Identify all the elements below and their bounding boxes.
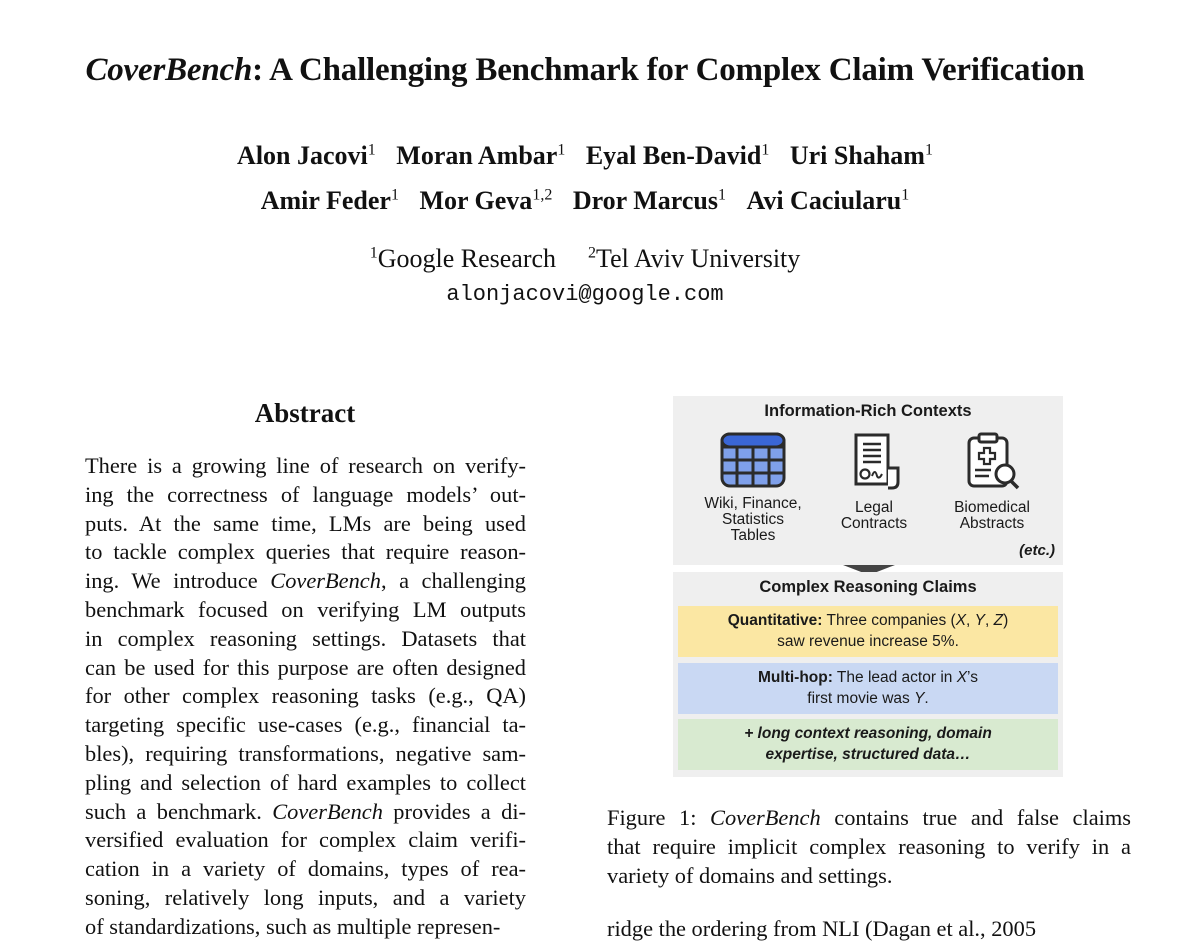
author: Uri Shaham$^1$ xyxy=(789,141,933,170)
author: Amir Feder$^1$ xyxy=(260,186,399,215)
text-line: can be used for this purpose are often designed xyxy=(85,654,526,680)
context-tables xyxy=(688,432,818,544)
text-line: of standardizations, such as multiple represen- xyxy=(85,913,501,939)
text-line: that require implicit complex reasoning to verify in a xyxy=(607,833,1131,859)
text-line: in complex reasoning settings. Datasets that xyxy=(85,625,526,651)
context-contracts xyxy=(809,432,939,532)
table-icon xyxy=(720,432,786,488)
authors-row-1 xyxy=(0,141,1170,171)
figure-caption xyxy=(607,804,1131,890)
text-line: There is a growing line of research on verify- xyxy=(85,453,526,478)
contexts-panel xyxy=(673,396,1063,565)
contexts-title: Information-Rich Contexts xyxy=(764,402,972,420)
text-line: versified evaluation for complex claim verifi- xyxy=(85,827,526,853)
title-italic: CoverBench xyxy=(85,52,253,88)
contact-email[interactable]: alonjacovi@google.com xyxy=(446,282,724,307)
claims-panel xyxy=(673,572,1063,777)
text-line: ing the correctness of language models’ out- xyxy=(85,481,526,507)
text-line: soning, relatively long inputs, and a variety xyxy=(85,884,526,910)
etc-label: (etc.) xyxy=(1019,542,1055,559)
context-biomedical xyxy=(927,432,1057,532)
title-rest: : A Challenging Benchmark for Complex Claim Verification xyxy=(252,52,1085,88)
author: Moran Ambar$^1$ xyxy=(396,141,566,170)
text-line: such a benchmark. CoverBench provides a di- xyxy=(85,798,527,824)
text-line: pling and selection of hard examples to collect xyxy=(85,769,526,795)
abstract-heading: Abstract xyxy=(254,398,356,428)
affiliation-google: Google Research xyxy=(377,244,557,273)
context-label: Biomedical Abstracts xyxy=(954,499,1030,532)
text-line: for other complex reasoning tasks (e.g., QA) xyxy=(85,683,526,709)
text-line: ing. We introduce CoverBench, a challenging xyxy=(85,568,527,594)
affiliation-tau: Tel Aviv University xyxy=(596,244,801,273)
author: Alon Jacovi$^1$ xyxy=(237,141,376,170)
claim-quantitative: Quantitative: Three companies (X, Y, Z) saw revenue increase 5%. xyxy=(678,606,1058,657)
text-line: cation in a variety of domains, types of rea- xyxy=(85,856,526,882)
claims-title: Complex Reasoning Claims xyxy=(759,578,977,596)
contract-icon xyxy=(844,432,904,492)
text-line: benchmark focused on verifying LM outputs xyxy=(85,596,526,622)
body-text: ridge the ordering from NLI (Dagan et al., 2005 xyxy=(607,916,1037,941)
paper-title xyxy=(0,52,1170,89)
text-line: targeting specific use-cases (e.g., financial ta- xyxy=(85,712,526,738)
author: Eyal Ben-David$^1$ xyxy=(585,141,770,170)
claim-other: + long context reasoning, domain expertise, structured data… xyxy=(678,719,1058,770)
abstract-body xyxy=(85,452,526,942)
authors-row-2 xyxy=(0,186,1170,216)
author: Dror Marcus$^1$ xyxy=(572,186,726,215)
author: Mor Geva$^{1,2}$ xyxy=(419,186,553,215)
author: Avi Caciularu$^1$ xyxy=(746,186,910,215)
claim-multihop: Multi-hop: The lead actor in X’s first movie was Y. xyxy=(678,663,1058,714)
text-line: puts. At the same time, LMs are being used xyxy=(85,510,526,536)
text-line: bles), requiring transformations, negative sam- xyxy=(85,740,526,766)
context-label: Legal Contracts xyxy=(840,499,908,532)
context-label: Wiki, Finance, Statistics Tables xyxy=(704,495,802,544)
text-line: Figure 1: CoverBench contains true and false claims xyxy=(607,805,1131,830)
figure-1 xyxy=(673,396,1063,777)
text-line: to tackle complex queries that require reason- xyxy=(85,539,526,565)
text-line: variety of domains and settings. xyxy=(607,862,893,888)
affiliations: $^1$Google Research $^2$Tel Aviv University xyxy=(369,244,801,273)
clipboard-search-icon xyxy=(961,432,1023,492)
